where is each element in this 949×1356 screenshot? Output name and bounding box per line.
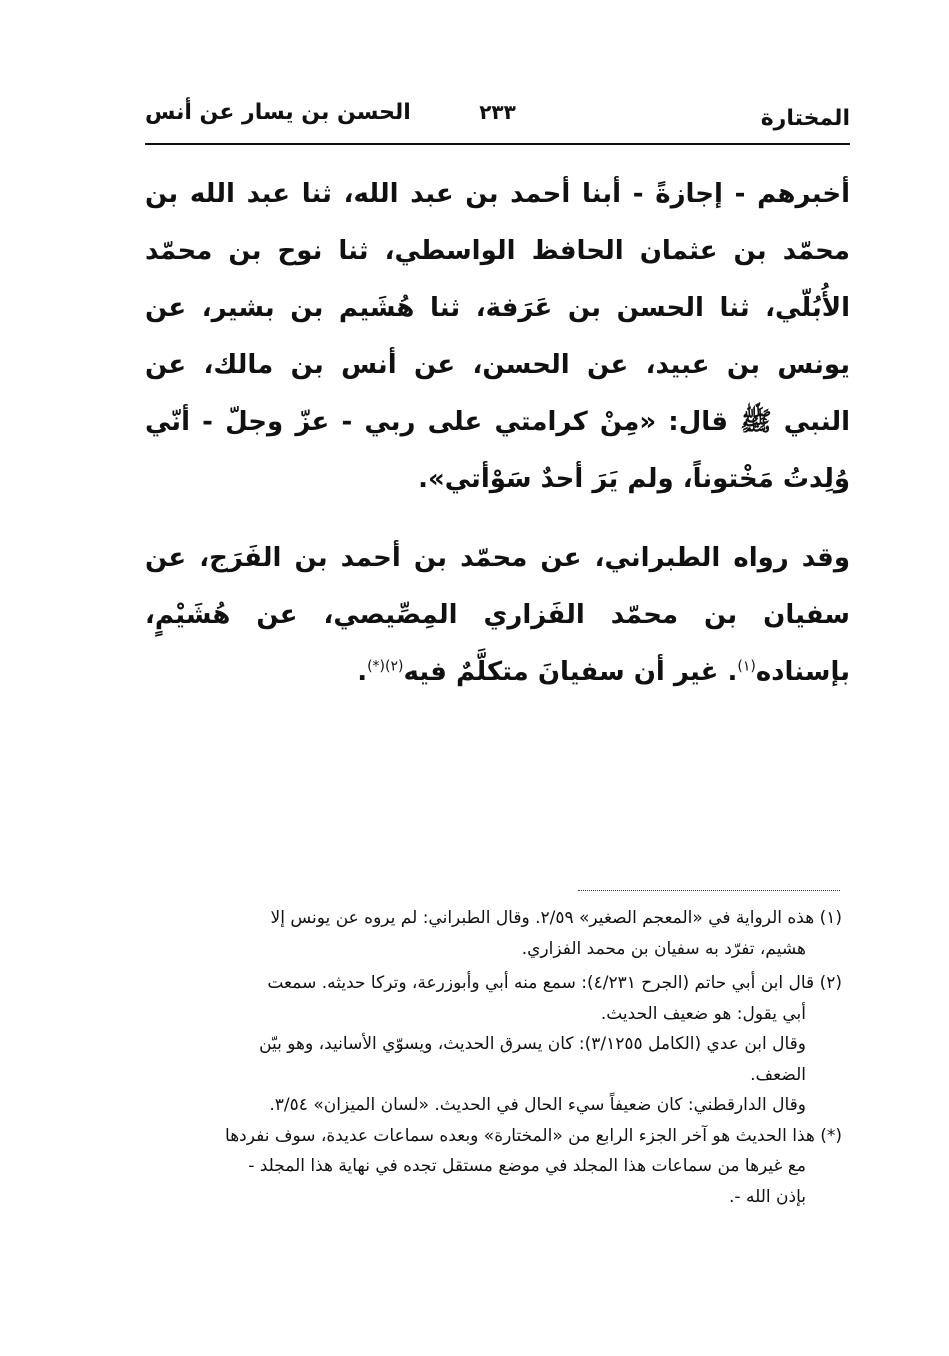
footnote-1-line-1: (١) هذه الرواية في «المعجم الصغير» ٢/٥٩. وقال الطبراني: لم يروه عن يونس إلا	[270, 908, 842, 928]
paragraph-tabarani-part2: . غير أن سفيانَ متكلَّمٌ فيه	[403, 657, 738, 687]
paragraph-tabarani-part1: وقد رواه الطبراني، عن محمّد بن أحمد بن الفَرَج، عن سفيان بن محمّد الفَزاري المِصِّيصي، عن هُشَيْمٍ، بإسناده	[145, 543, 850, 687]
paragraph-tabarani-end: .	[357, 657, 368, 687]
main-text	[145, 166, 850, 701]
page-header	[145, 96, 850, 140]
footnote-2-line-1: (٢) قال ابن أبي حاتم (الجرح ٤/٢٣١): سمع منه أبي وأبوزرعة، وتركا حديثه. سمعت	[267, 973, 842, 993]
footnote-star-line-3: بإذن الله -.	[729, 1186, 806, 1207]
paragraph-hadith: أخبرهم - إجازةً - أبنا أحمد بن عبد الله، ثنا عبد الله بن محمّد بن عثمان الحافظ الواسطي، ثنا نوح بن محمّد الأُبُلّي، ثنا الحسن بن عَرَفة، ثنا هُشَيم بن بشير، عن يونس بن عبيد، عن الحسن، عن أنس بن مالك، عن النبي ﷺ قال: «مِنْ كرامتي على ربي - عزّ وجلّ - أنّي وُلِدتُ مَخْتوناً، ولم يَرَ أحدٌ سَوْأتي».	[145, 179, 850, 494]
footnote-2-line-3: وقال ابن عدي (الكامل ٣/١٢٥٥): كان يسرق الحديث، ويسوّي الأسانيد، وهو بيّن	[259, 1034, 806, 1054]
book-title: المختارة	[760, 106, 850, 131]
footnote-ref-1[interactable]: (١)	[737, 658, 756, 675]
footnote-2-line-4: الضعف.	[750, 1064, 806, 1085]
page-number: ٢٣٣	[479, 100, 516, 124]
paragraph-tabarani	[145, 530, 850, 701]
footnote-star-line-1: (*) هذا الحديث هو آخر الجزء الرابع من «المختارة» وبعده سماعات عديدة، سوف نفردها	[225, 1125, 842, 1146]
footnote-2-line-5: وقال الدارقطني: كان ضعيفاً سيء الحال في الحديث. «لسان الميزان» ٣/٥٤.	[269, 1095, 806, 1115]
header-rule	[145, 143, 850, 145]
footnote-separator	[578, 890, 840, 891]
chapter-title: الحسن بن يسار عن أنس	[145, 100, 411, 125]
footnote-star-line-2: مع غيرها من سماعات هذا المجلد في موضع مستقل تجده في نهاية هذا المجلد -	[248, 1156, 806, 1176]
footnote-ref-2[interactable]: (٢)(*)	[367, 658, 404, 675]
footnote-1-line-2: هشيم، تفرّد به سفيان بن محمد الفزاري.	[521, 938, 806, 959]
footnote-2-line-2: أبي يقول: هو ضعيف الحديث.	[600, 1003, 806, 1024]
footnotes	[130, 903, 842, 1212]
